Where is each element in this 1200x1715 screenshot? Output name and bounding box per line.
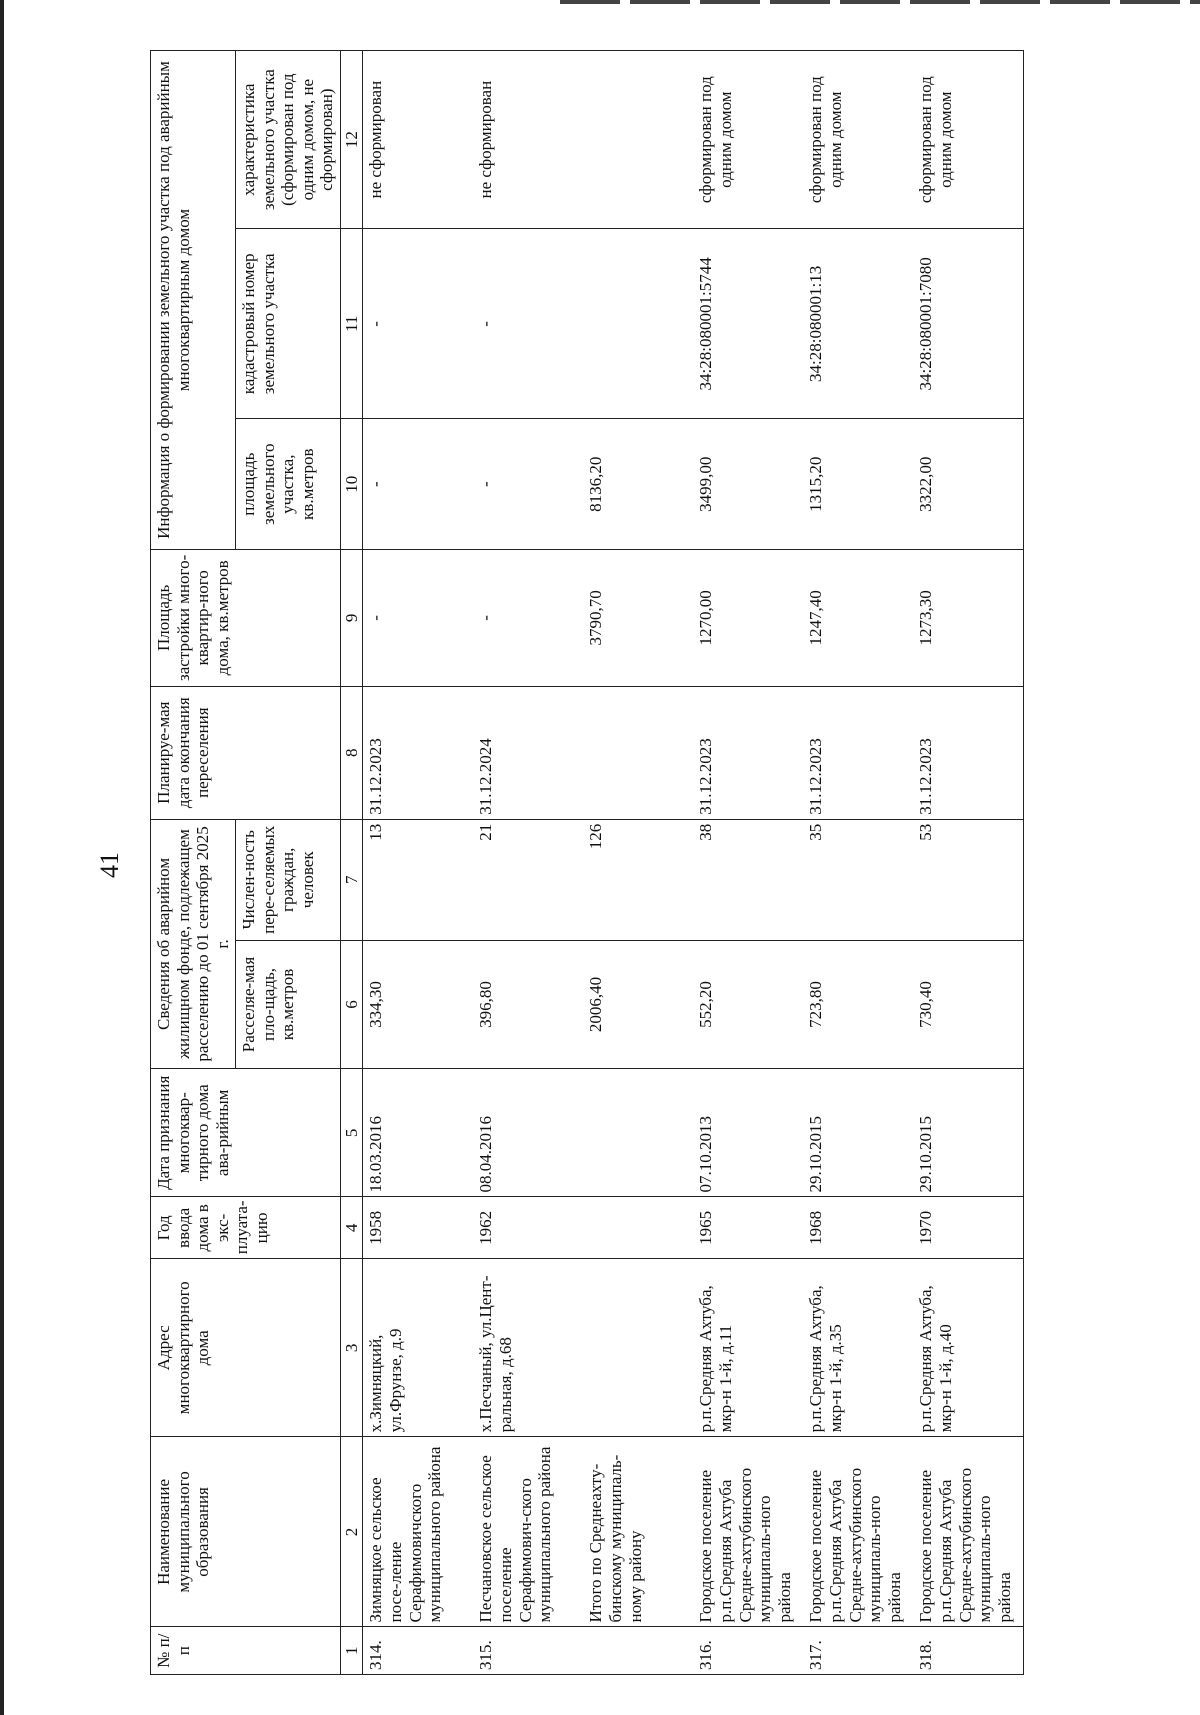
header-year: Год ввода дома в экс-плуата-цию — [151, 1197, 341, 1259]
column-number: 4 — [340, 1197, 363, 1259]
header-people: Числен-ность пере-селяемых граждан, человек — [236, 819, 341, 940]
header-cadastral: кадастровый номер земельного участка — [236, 229, 341, 419]
recognition-date: 29.10.2015 — [803, 1069, 913, 1197]
table-row — [473, 51, 583, 1675]
recognition-date: 07.10.2013 — [693, 1069, 803, 1197]
row-number: 318. — [913, 1627, 1024, 1675]
people-count: 53 — [913, 819, 1024, 940]
recognition-date — [583, 1069, 693, 1197]
municipality-name: Итого по Среднеахту-бинскому муниципаль-ному району — [583, 1437, 693, 1627]
house-address: р.п.Средняя Ахтуба, мкр-н 1-й, д.35 — [803, 1259, 913, 1437]
header-municipality: Наименование муниципального образования — [151, 1437, 341, 1627]
row-number: 317. — [803, 1627, 913, 1675]
resettled-area: 334,30 — [363, 940, 474, 1068]
resettled-area: 730,40 — [913, 940, 1024, 1068]
municipality-name: Городское поселение р.п.Средняя Ахтуба Средне-ахтубинского муниципаль-ного района — [693, 1437, 803, 1627]
header-land-info: Информация о формировании земельного участка под аварийным многоквартирным домом — [151, 51, 236, 550]
table-row-total — [583, 51, 693, 1675]
cadastral-number: 34:28:080001:5744 — [693, 229, 803, 419]
commission-year: 1968 — [803, 1197, 913, 1259]
people-count: 38 — [693, 819, 803, 940]
municipality-name: Зимняцкое сельское посе-ление Серафимовичского муниципального района — [363, 1437, 474, 1627]
land-characteristic — [583, 51, 693, 229]
people-count: 13 — [363, 819, 474, 940]
building-area: 1273,30 — [913, 550, 1024, 687]
house-address: р.п.Средняя Ахтуба, мкр-н 1-й, д.40 — [913, 1259, 1024, 1437]
planned-date: 31.12.2023 — [363, 686, 474, 819]
table-row — [693, 51, 803, 1675]
scan-top-edge — [560, 0, 1200, 4]
recognition-date: 18.03.2016 — [363, 1069, 474, 1197]
commission-year: 1970 — [913, 1197, 1024, 1259]
cadastral-number: - — [473, 229, 583, 419]
land-area: - — [363, 419, 474, 550]
cadastral-number: 34:28:080001:7080 — [913, 229, 1024, 419]
recognition-date: 08.04.2016 — [473, 1069, 583, 1197]
header-land-characteristic: характеристика земельного участка (сформирован под одним домом, не сформирован) — [236, 51, 341, 229]
building-area: - — [363, 550, 474, 687]
municipality-name: Песчановское сельское поселение Серафимович-ского муниципального района — [473, 1437, 583, 1627]
column-number: 3 — [340, 1259, 363, 1437]
row-number — [583, 1627, 693, 1675]
resettled-area: 396,80 — [473, 940, 583, 1068]
header-planned-date: Планируе-мая дата окончания переселения — [151, 686, 341, 819]
row-number: 315. — [473, 1627, 583, 1675]
column-number: 2 — [340, 1437, 363, 1627]
column-number: 10 — [340, 419, 363, 550]
header-number: № п/п — [151, 1627, 341, 1675]
column-number: 11 — [340, 229, 363, 419]
header-recognition-date: Дата признания многоквар-тирного дома ава-рийным — [151, 1069, 341, 1197]
commission-year: 1958 — [363, 1197, 474, 1259]
people-count: 35 — [803, 819, 913, 940]
building-area: 1247,40 — [803, 550, 913, 687]
header-resettled-area: Расселяе-мая пло-щадь, кв.метров — [236, 940, 341, 1068]
planned-date — [583, 686, 693, 819]
house-address — [583, 1259, 693, 1437]
land-area: - — [473, 419, 583, 550]
column-number: 8 — [340, 686, 363, 819]
column-number: 12 — [340, 51, 363, 229]
header-emergency-fund: Сведения об аварийном жилищном фонде, подлежащем расселению до 01 сентября 2025 г. — [151, 819, 236, 1068]
land-characteristic: сформирован под одним домом — [913, 51, 1024, 229]
header-address: Адрес многоквартирного дома — [151, 1259, 341, 1437]
commission-year — [583, 1197, 693, 1259]
municipality-name: Городское поселение р.п.Средняя Ахтуба Средне-ахтубинского муниципаль-ного района — [803, 1437, 913, 1627]
house-address: х.Песчаный, ул.Цент-ральная, д.68 — [473, 1259, 583, 1437]
municipality-name: Городское поселение р.п.Средняя Ахтуба Средне-ахтубинского муниципаль-ного района — [913, 1437, 1024, 1627]
rotated-table-container — [150, 50, 1170, 1675]
building-area: 3790,70 — [583, 550, 693, 687]
planned-date: 31.12.2023 — [693, 686, 803, 819]
column-number: 5 — [340, 1069, 363, 1197]
land-characteristic: не сформирован — [473, 51, 583, 229]
row-number: 314. — [363, 1627, 474, 1675]
cadastral-number: 34:28:080001:13 — [803, 229, 913, 419]
planned-date: 31.12.2023 — [803, 686, 913, 819]
row-number: 316. — [693, 1627, 803, 1675]
recognition-date: 29.10.2015 — [913, 1069, 1024, 1197]
commission-year: 1962 — [473, 1197, 583, 1259]
land-area: 3499,00 — [693, 419, 803, 550]
planned-date: 31.12.2023 — [913, 686, 1024, 819]
house-address: р.п.Средняя Ахтуба, мкр-н 1-й, д.11 — [693, 1259, 803, 1437]
header-building-area: Площадь застройки много-квартир-ного дома, кв.метров — [151, 550, 341, 687]
scan-left-edge — [0, 0, 4, 1715]
land-characteristic: сформирован под одним домом — [693, 51, 803, 229]
table-row — [913, 51, 1024, 1675]
commission-year: 1965 — [693, 1197, 803, 1259]
land-characteristic: сформирован под одним домом — [803, 51, 913, 229]
land-area: 1315,20 — [803, 419, 913, 550]
people-count: 21 — [473, 819, 583, 940]
table-row — [363, 51, 474, 1675]
house-address: х.Зимняцкий, ул.Фрунзе, д.9 — [363, 1259, 474, 1437]
building-area: - — [473, 550, 583, 687]
column-number: 7 — [340, 819, 363, 940]
cadastral-number: - — [363, 229, 474, 419]
cadastral-number — [583, 229, 693, 419]
column-number: 6 — [340, 940, 363, 1068]
building-area: 1270,00 — [693, 550, 803, 687]
table-row — [803, 51, 913, 1675]
header-land-area: площадь земельного участка, кв.метров — [236, 419, 341, 550]
emergency-housing-table — [150, 50, 1024, 1675]
people-count: 126 — [583, 819, 693, 940]
land-characteristic: не сформирован — [363, 51, 474, 229]
resettled-area: 552,20 — [693, 940, 803, 1068]
land-area: 8136,20 — [583, 419, 693, 550]
page-number: 41 — [95, 852, 124, 878]
resettled-area: 723,80 — [803, 940, 913, 1068]
planned-date: 31.12.2024 — [473, 686, 583, 819]
land-area: 3322,00 — [913, 419, 1024, 550]
column-number: 9 — [340, 550, 363, 687]
column-number: 1 — [340, 1627, 363, 1675]
resettled-area: 2006,40 — [583, 940, 693, 1068]
